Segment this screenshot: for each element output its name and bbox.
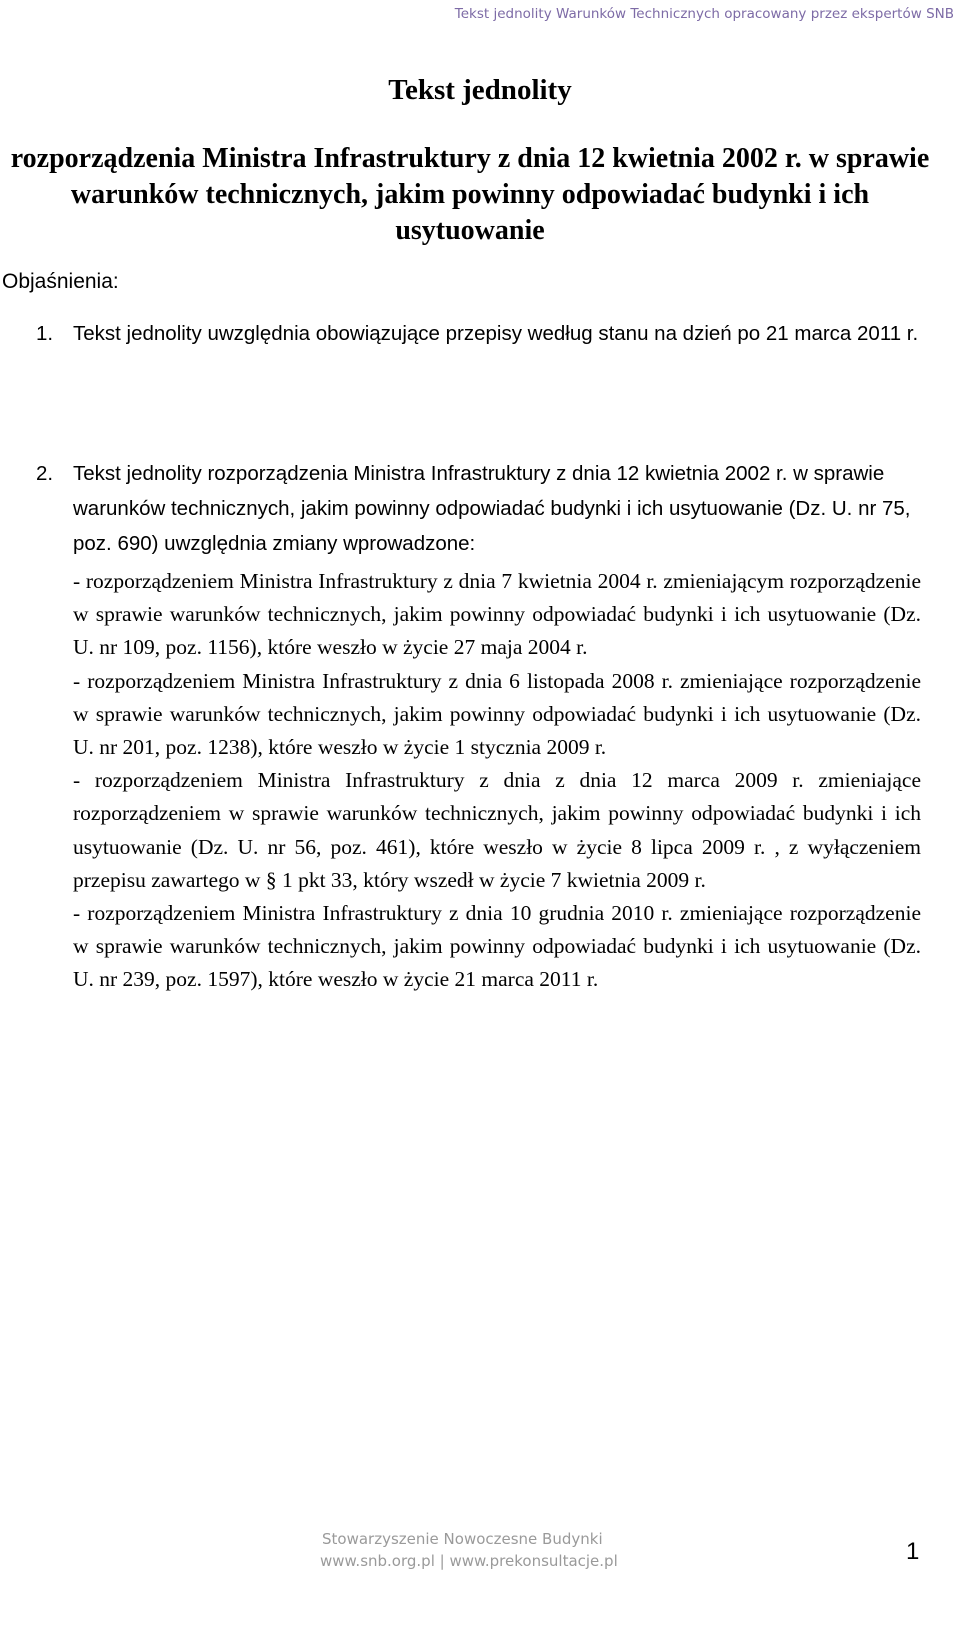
- footer-links: www.snb.org.pl | www.prekonsultacje.pl: [320, 1552, 618, 1570]
- note-item: [36, 316, 921, 351]
- notes-heading: Objaśnienia:: [2, 270, 119, 293]
- note-text: Tekst jednolity uwzględnia obowiązujące przepisy według stanu na dzień po 21 marca 2011 r.: [73, 322, 919, 345]
- document-title: Tekst jednolity: [388, 74, 572, 106]
- amendment-item: - rozporządzeniem Ministra Infrastruktury z dnia z dnia 12 marca 2009 r. zmieniające rozporządzeniem w sprawie warunków technicznych, jakim powinny odpowiadać budynki i ich usytuowanie (Dz. U. nr 56, poz. 461), które weszło w życie 8 lipca 2009 r. , z wyłączeniem przepisu zawartego w § 1 pkt 33, który wszedł w życie 7 kwietnia 2009 r.: [73, 768, 921, 892]
- amendment-item: - rozporządzeniem Ministra Infrastruktury z dnia 7 kwietnia 2004 r. zmieniającym rozporządzenie w sprawie warunków technicznych, jakim powinny odpowiadać budynki i ich usytuowanie (Dz. U. nr 109, poz. 1156), które weszło w życie 27 maja 2004 r.: [73, 569, 921, 660]
- page-footer: [0, 1530, 960, 1625]
- footer-organization: Stowarzyszenie Nowoczesne Budynki: [322, 1530, 603, 1548]
- amendment-item: - rozporządzeniem Ministra Infrastruktury z dnia 6 listopada 2008 r. zmieniające rozporządzenie w sprawie warunków technicznych, jakim powinny odpowiadać budynki i ich usytuowanie (Dz. U. nr 201, poz. 1238), które weszło w życie 1 stycznia 2009 r.: [73, 668, 921, 760]
- page-number: 1: [906, 1538, 920, 1565]
- note-text: Tekst jednolity rozporządzenia Ministra Infrastruktury z dnia 12 kwietnia 2002 r. w sprawie warunków technicznych, jakim powinny odpowiadać budynki i ich usytuowanie (Dz. U. nr 75, poz. 690) uwzględnia zmiany wprowadzone:: [73, 462, 911, 555]
- note-item: [36, 456, 921, 561]
- amendments-list: [73, 565, 921, 997]
- note-number: 2.: [36, 462, 54, 485]
- running-header: Tekst jednolity Warunków Technicznych opracowany przez ekspertów SNB: [454, 6, 954, 22]
- document-subtitle: rozporządzenia Ministra Infrastruktury z dnia 12 kwietnia 2002 r. w sprawie warunków technicznych, jakim powinny odpowiadać budynki i ich usytuowanie: [10, 143, 930, 246]
- amendment-item: - rozporządzeniem Ministra Infrastruktury z dnia 10 grudnia 2010 r. zmieniające rozporządzenie w sprawie warunków technicznych, jakim powinny odpowiadać budynki i ich usytuowanie (Dz. U. nr 239, poz. 1597), które weszło w życie 21 marca 2011 r.: [73, 901, 921, 992]
- note-number: 1.: [36, 322, 54, 345]
